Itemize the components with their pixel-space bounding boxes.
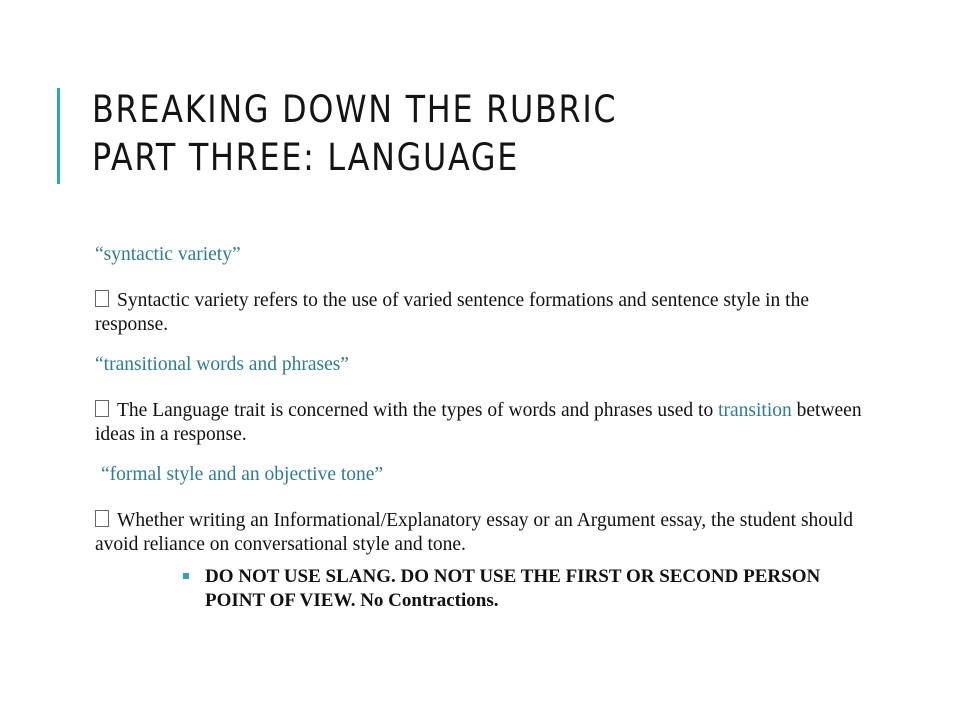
paragraph-text-after: between ideas in a response. [95,400,862,445]
slide-body [95,243,875,613]
paragraph-formal-style [95,509,875,557]
paragraph-text-before: The Language trait is concerned with the types of words and phrases used to [117,400,719,421]
bullet-box-icon [95,400,109,417]
paragraph-text: Whether writing an Informational/Explanatory essay or an Argument essay, the student should avoid reliance on conversational style and tone. [95,510,853,555]
quote-transitional-words: “transitional words and phrases” [95,354,349,375]
highlight-transition: transition [718,400,792,421]
title-line-1: BREAKING DOWN THE RUBRIC [92,88,618,131]
slide-title [92,86,797,182]
title-line-2: PART THREE: LANGUAGE [92,136,520,179]
paragraph-transitional-words [95,399,875,447]
bullet-box-icon [95,510,109,527]
bullet-box-icon [95,290,109,307]
sub-bullet-rules [205,565,875,613]
square-bullet-icon [183,573,189,579]
title-accent-bar [57,88,60,184]
quote-formal-style: “formal style and an objective tone” [101,464,384,485]
quote-syntactic-variety: “syntactic variety” [95,244,241,265]
paragraph-syntactic-variety [95,289,875,337]
paragraph-text: Syntactic variety refers to the use of varied sentence formations and sentence style in the response. [95,290,809,335]
sub-bullet-text: DO NOT USE SLANG. DO NOT USE THE FIRST OR SECOND PERSON POINT OF VIEW. No Contractions. [205,566,821,611]
